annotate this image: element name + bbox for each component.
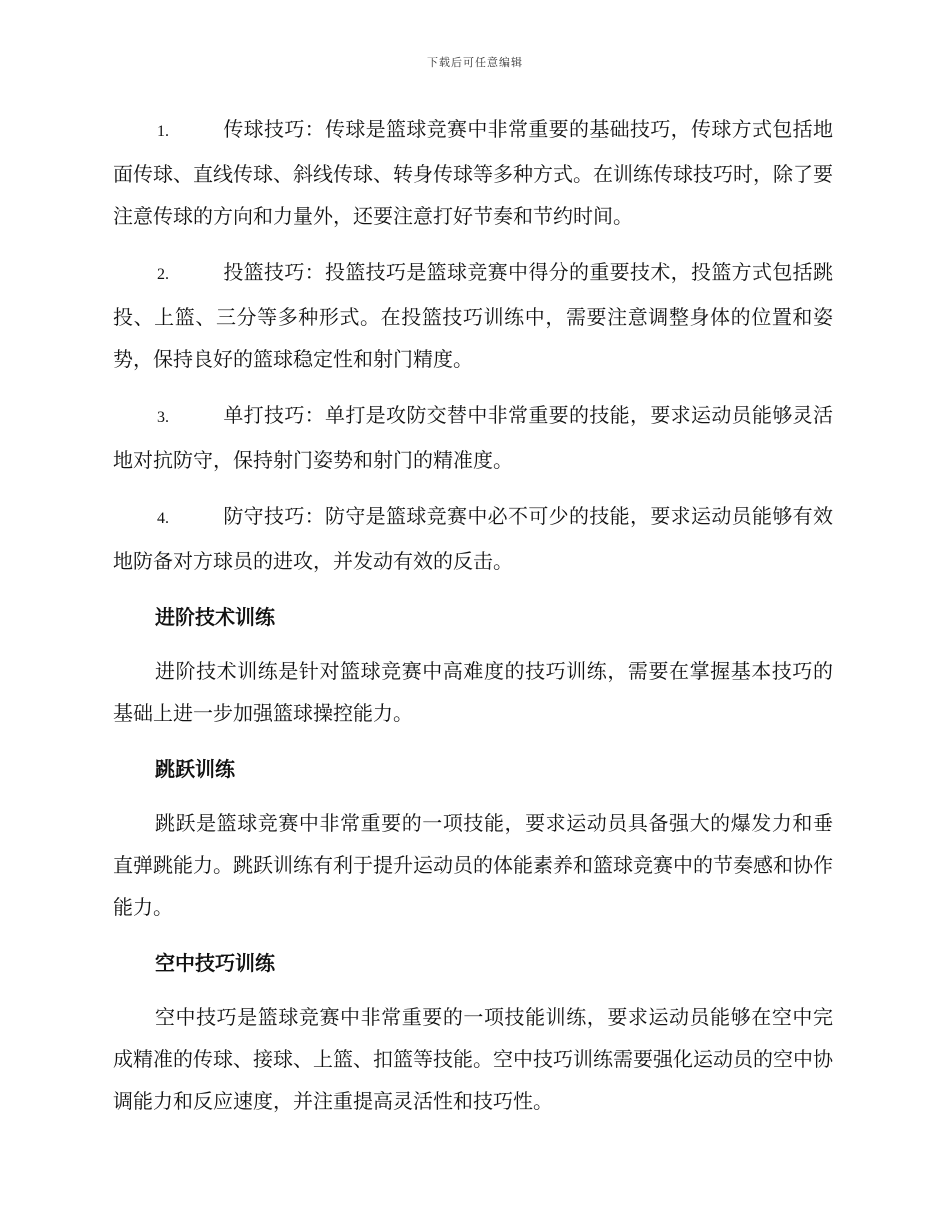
list-number: 3.	[157, 409, 169, 426]
list-text: 传球技巧：传球是篮球竞赛中非常重要的基础技巧，传球方式包括地面传球、直线传球、斜线传球、转身传球等多种方式。在训练传球技巧时，除了要注意传球的方向和力量外，还要注意打好节奏和节约时间。	[113, 117, 833, 228]
list-item	[113, 495, 833, 582]
list-item	[113, 394, 833, 481]
list-number: 4.	[157, 510, 169, 527]
list-item	[113, 251, 833, 380]
section-heading-advanced: 进阶技术训练	[155, 605, 275, 629]
list-text: 投篮技巧：投篮技巧是篮球竞赛中得分的重要技术，投篮方式包括跳投、上篮、三分等多种形式。在投篮技巧训练中，需要注意调整身体的位置和姿势，保持良好的篮球稳定性和射门精度。	[113, 260, 833, 371]
list-text: 单打技巧：单打是攻防交替中非常重要的技能，要求运动员能够灵活地对抗防守，保持射门姿势和射门的精准度。	[113, 403, 833, 472]
section-paragraph-advanced: 进阶技术训练是针对篮球竞赛中高难度的技巧训练，需要在掌握基本技巧的基础上进一步加强篮球操控能力。	[113, 659, 833, 725]
list-item	[113, 108, 833, 237]
list-text: 防守技巧：防守是篮球竞赛中必不可少的技能，要求运动员能够有效地防备对方球员的进攻，并发动有效的反击。	[113, 504, 833, 573]
page-header: 下载后可任意编辑	[427, 56, 523, 69]
document-body	[113, 108, 833, 1136]
section-heading-aerial: 空中技巧训练	[155, 951, 275, 975]
list-number: 2.	[157, 266, 169, 283]
section-paragraph-aerial: 空中技巧是篮球竞赛中非常重要的一项技能训练，要求运动员能够在空中完成精准的传球、接球、上篮、扣篮等技能。空中技巧训练需要强化运动员的空中协调能力和反应速度，并注重提高灵活性和技巧性。	[113, 1005, 833, 1113]
section-heading-jump: 跳跃训练	[155, 757, 235, 781]
list-number: 1.	[157, 123, 169, 140]
section-paragraph-jump: 跳跃是篮球竞赛中非常重要的一项技能，要求运动员具备强大的爆发力和垂直弹跳能力。跳跃训练有利于提升运动员的体能素养和篮球竞赛中的节奏感和协作能力。	[113, 811, 833, 919]
